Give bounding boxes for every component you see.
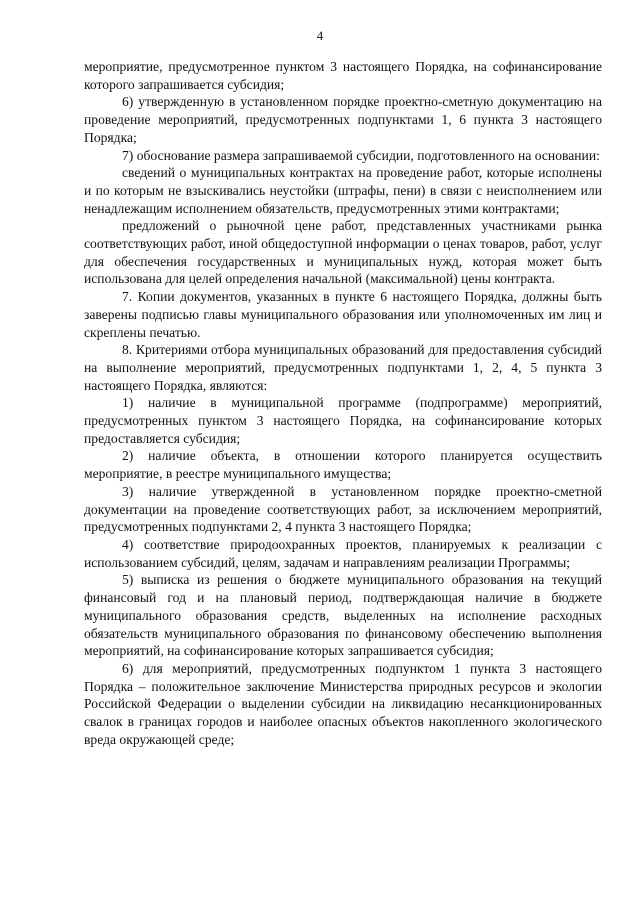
paragraph-municipal-contracts: сведений о муниципальных контрактах на проведение работ, которые исполнены и по которым не взыскивались неустойки (штрафы, пени) в связи с неисполнением или ненадлежащим исполнением обязательств, предусмотренных этими контрактами; bbox=[84, 165, 602, 216]
paragraph-criterion-4: 4) соответствие природоохранных проектов, планируемых к реализации с использованием субсидий, целям, задачам и направлениям реализации Программы; bbox=[84, 536, 602, 570]
paragraph-criterion-3: 3) наличие утвержденной в установленном порядке проектно-сметной документации на проведение соответствующих работ, за исключением мероприятий, предусмотренных подпунктами 2, 4 пункта 3 настоящего Порядка; bbox=[84, 483, 602, 535]
page-number: 4 bbox=[316, 28, 324, 43]
paragraph-criterion-5: 5) выписка из решения о бюджете муниципального образования на текущий финансовый год и на плановый период, подтверждающая наличие в бюджете муниципального образования средств, выделенных на исполнение расходных обязательств муниципального образования по финансовому обеспечению выполнения мероприятий, на софинансирование которых запрашивается субсидия; bbox=[84, 572, 602, 659]
paragraph-section-7-document-copies: 7. Копии документов, указанных в пункте 6 настоящего Порядка, должны быть заверены подписью главы муниципального образования или уполномоченных им лиц и скреплены печатью. bbox=[84, 289, 602, 340]
paragraph-criterion-6: 6) для мероприятий, предусмотренных подпунктом 1 пункта 3 настоящего Порядка – положительное заключение Министерства природных ресурсов и экологии Российской Федерации о выделении субсидии на ликвидацию несанкционированных свалок в границах городов и наиболее опасных объектов накопленного экологического вреда окружающей среде; bbox=[84, 660, 602, 747]
paragraph-market-price-proposals: предложений о рыночной цене работ, представленных участниками рынка соответствующих работ, иной общедоступной информации о ценах товаров, работ, услуг для обеспечения государственных и муниципальных нужд, которая может быть использована для целей определения начальной (максимальной) цены контракта. bbox=[84, 218, 602, 287]
paragraph-criterion-1: 1) наличие в муниципальной программе (подпрограмме) мероприятий, предусмотренных пунктом 3 настоящего Порядка, на софинансирование которых предоставляется субсидия; bbox=[84, 395, 602, 446]
paragraph-continuation: мероприятие, предусмотренное пунктом 3 настоящего Порядка, на софинансирование которого запрашивается субсидия; bbox=[84, 59, 602, 92]
paragraph-item-6-design-docs: 6) утвержденную в установленном порядке проектно-сметную документацию на проведение мероприятий, предусмотренных подпунктами 1, 6 пункта 3 настоящего Порядка; bbox=[84, 94, 602, 145]
paragraph-section-8-selection-criteria: 8. Критериями отбора муниципальных образований для предоставления субсидий на выполнение мероприятий, предусмотренных подпунктами 1, 2, 4, 5 пункта 3 настоящего Порядка, являются: bbox=[84, 342, 602, 393]
paragraph-item-7-subsidy-justification: 7) обоснование размера запрашиваемой субсидии, подготовленного на основании: bbox=[122, 147, 600, 163]
document-body bbox=[84, 58, 602, 748]
paragraph-criterion-2: 2) наличие объекта, в отношении которого планируется осуществить мероприятие, в реестре муниципального имущества; bbox=[84, 448, 602, 482]
